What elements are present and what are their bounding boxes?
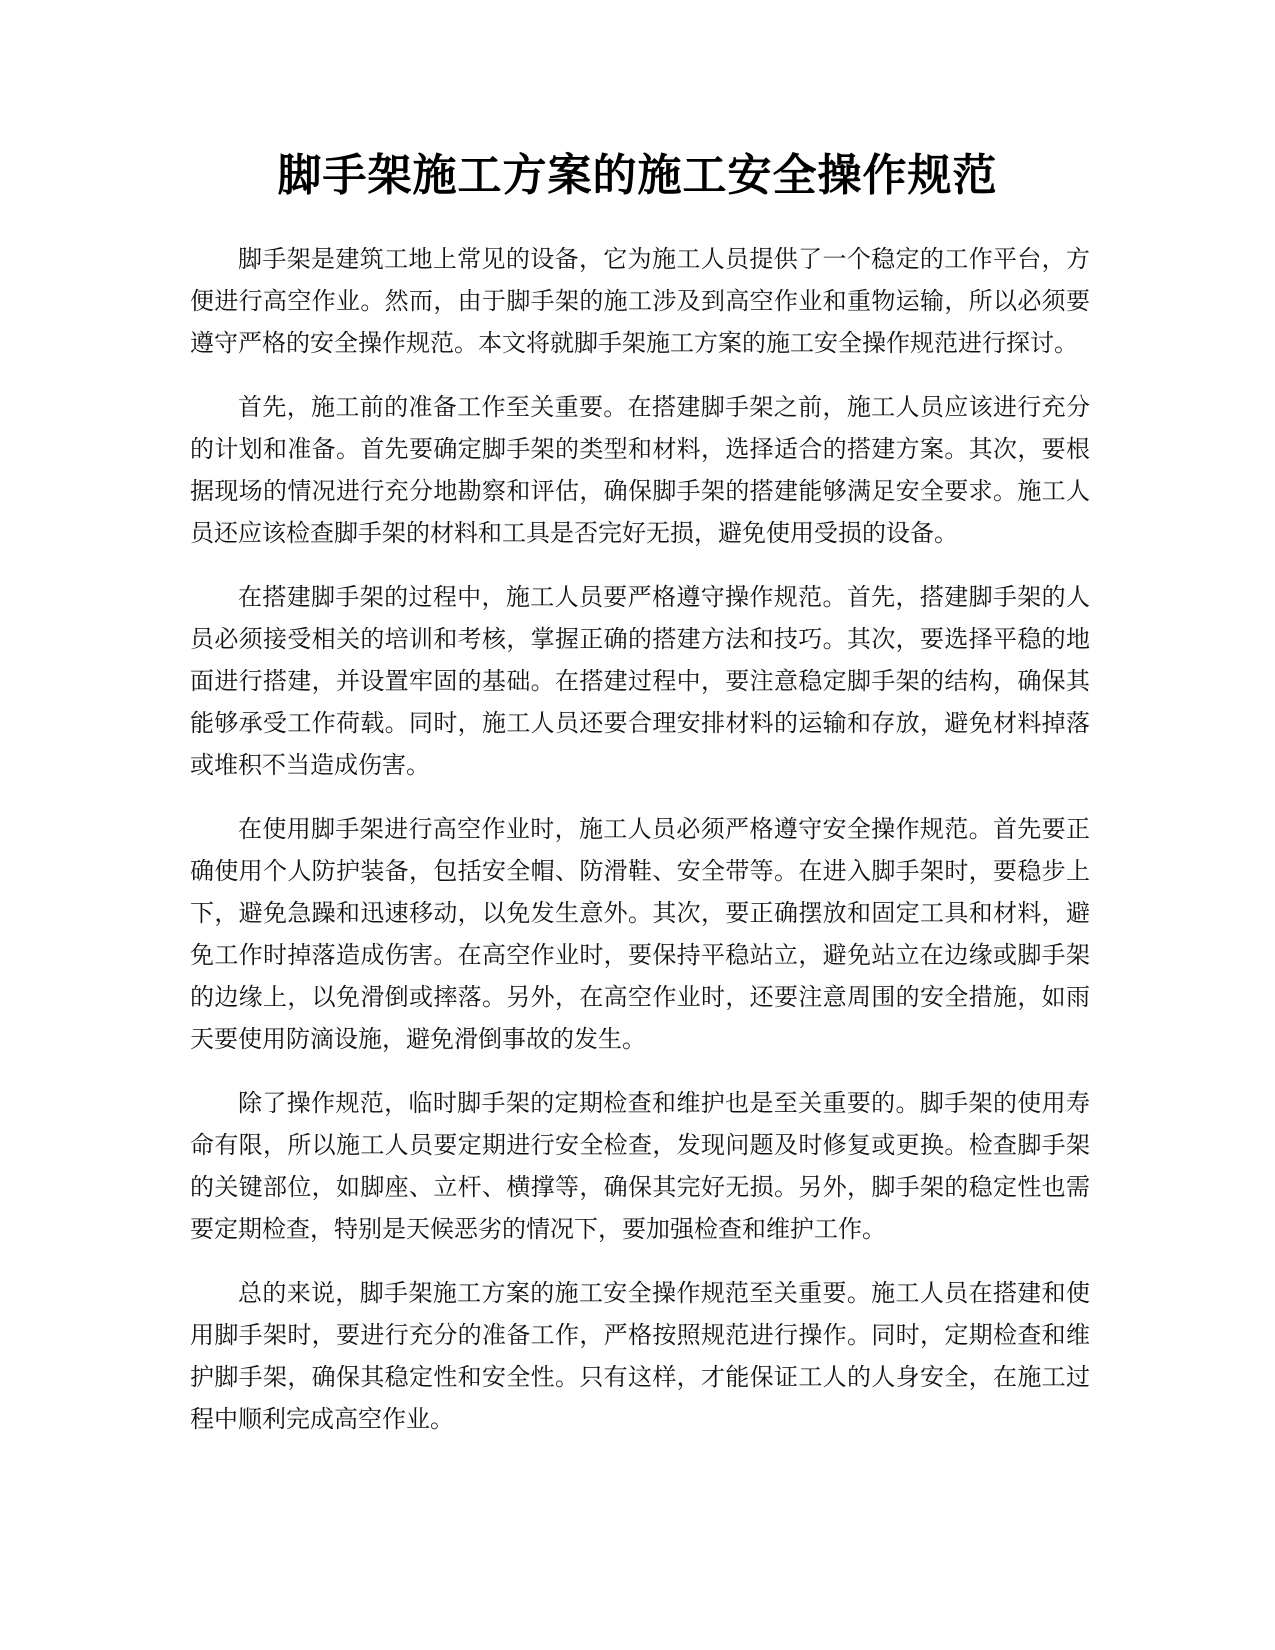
document-title: 脚手架施工方案的施工安全操作规范 — [277, 150, 998, 201]
paragraph-intro: 脚手架是建筑工地上常见的设备，它为施工人员提供了一个稳定的工作平台，方便进行高空作业。然而，由于脚手架的施工涉及到高空作业和重物运输，所以必须要遵守严格的安全操作规范。本文将就脚手架施工方案的施工安全操作规范进行探讨。 — [190, 245, 1090, 357]
paragraph-usage: 在使用脚手架进行高空作业时，施工人员必须严格遵守安全操作规范。首先要正确使用个人防护装备，包括安全帽、防滑鞋、安全带等。在进入脚手架时，要稳步上下，避免急躁和迅速移动，以免发生意外。其次，要正确摆放和固定工具和材料，避免工作时掉落造成伤害。在高空作业时，要保持平稳站立，避免站立在边缘或脚手架的边缘上，以免滑倒或摔落。另外，在高空作业时，还要注意周围的安全措施，如雨天要使用防滴设施，避免滑倒事故的发生。 — [190, 815, 1090, 1053]
paragraph-inspection: 除了操作规范，临时脚手架的定期检查和维护也是至关重要的。脚手架的使用寿命有限，所以施工人员要定期进行安全检查，发现问题及时修复或更换。检查脚手架的关键部位，如脚座、立杆、横撑等，确保其完好无损。另外，脚手架的稳定性也需要定期检查，特别是天候恶劣的情况下，要加强检查和维护工作。 — [190, 1089, 1090, 1243]
document-body — [190, 238, 1090, 1462]
paragraph-conclusion: 总的来说，脚手架施工方案的施工安全操作规范至关重要。施工人员在搭建和使用脚手架时，要进行充分的准备工作，严格按照规范进行操作。同时，定期检查和维护脚手架，确保其稳定性和安全性。只有这样，才能保证工人的人身安全，在施工过程中顺利完成高空作业。 — [190, 1279, 1090, 1433]
paragraph-preparation: 首先，施工前的准备工作至关重要。在搭建脚手架之前，施工人员应该进行充分的计划和准备。首先要确定脚手架的类型和材料，选择适合的搭建方案。其次，要根据现场的情况进行充分地勘察和评估，确保脚手架的搭建能够满足安全要求。施工人员还应该检查脚手架的材料和工具是否完好无损，避免使用受损的设备。 — [190, 393, 1090, 547]
paragraph-construction: 在搭建脚手架的过程中，施工人员要严格遵守操作规范。首先，搭建脚手架的人员必须接受相关的培训和考核，掌握正确的搭建方法和技巧。其次，要选择平稳的地面进行搭建，并设置牢固的基础。在搭建过程中，要注意稳定脚手架的结构，确保其能够承受工作荷载。同时，施工人员还要合理安排材料的运输和存放，避免材料掉落或堆积不当造成伤害。 — [190, 583, 1090, 779]
